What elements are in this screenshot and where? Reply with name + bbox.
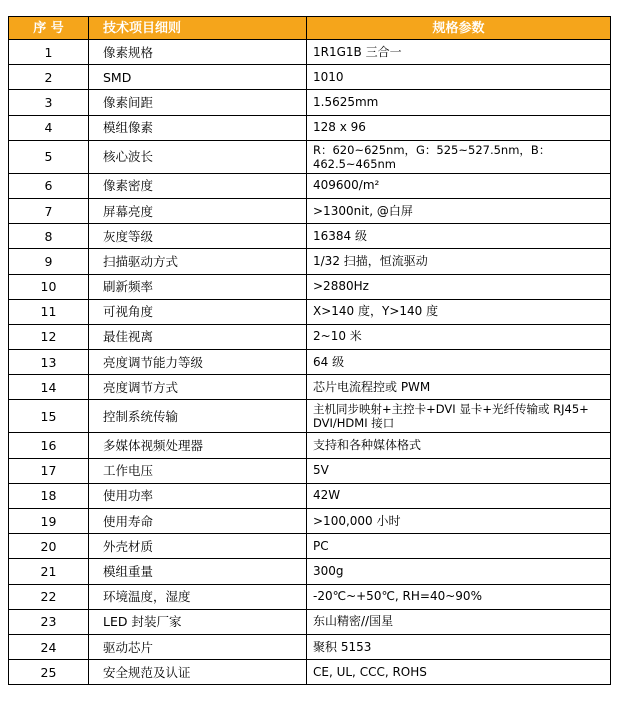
row-spec: 支持和各种媒体格式 [307,433,611,458]
table-row [9,634,611,659]
row-spec: CE, UL, CCC, ROHS [307,660,611,685]
row-item: 多媒体视频处理器 [89,433,307,458]
row-index: 12 [9,324,89,349]
row-spec: X>140 度，Y>140 度 [307,299,611,324]
row-item: 屏幕亮度 [89,198,307,223]
row-item: 像素间距 [89,90,307,115]
table-row [9,350,611,375]
table-row [9,224,611,249]
row-index: 17 [9,458,89,483]
table-row [9,274,611,299]
spec-table [8,16,611,685]
table-header [9,17,611,40]
row-item: SMD [89,65,307,90]
row-spec: >2880Hz [307,274,611,299]
table-row [9,584,611,609]
table-row [9,660,611,685]
row-spec: 42W [307,483,611,508]
row-spec: 64 级 [307,350,611,375]
row-index: 1 [9,40,89,65]
row-index: 23 [9,609,89,634]
row-index: 10 [9,274,89,299]
table-row [9,90,611,115]
row-item: 驱动芯片 [89,634,307,659]
row-index: 16 [9,433,89,458]
row-item: 像素密度 [89,173,307,198]
row-item: 刷新频率 [89,274,307,299]
row-index: 3 [9,90,89,115]
table-row [9,140,611,173]
row-spec: 1R1G1B 三合一 [307,40,611,65]
table-row [9,458,611,483]
row-index: 24 [9,634,89,659]
row-item: 工作电压 [89,458,307,483]
table-row [9,609,611,634]
row-spec: R：620~625nm，G：525~527.5nm，B：462.5~465nm [307,140,611,173]
row-item: 最佳视离 [89,324,307,349]
row-index: 19 [9,509,89,534]
row-index: 14 [9,375,89,400]
table-row [9,433,611,458]
row-spec: 东山精密//国星 [307,609,611,634]
table-row [9,173,611,198]
row-item: 外壳材质 [89,534,307,559]
row-index: 18 [9,483,89,508]
row-item: LED 封装厂家 [89,609,307,634]
row-spec: 1/32 扫描，恒流驱动 [307,249,611,274]
row-item: 扫描驱动方式 [89,249,307,274]
row-item: 环境温度，湿度 [89,584,307,609]
row-spec: >100,000 小时 [307,509,611,534]
row-index: 8 [9,224,89,249]
header-row [9,17,611,40]
row-item: 可视角度 [89,299,307,324]
row-index: 7 [9,198,89,223]
table-row [9,198,611,223]
row-index: 20 [9,534,89,559]
table-row [9,299,611,324]
row-item: 安全规范及认证 [89,660,307,685]
row-spec: 5V [307,458,611,483]
header-spec: 规格参数 [307,17,611,40]
row-item: 模组重量 [89,559,307,584]
row-index: 21 [9,559,89,584]
table-row [9,324,611,349]
table-row [9,400,611,433]
row-index: 6 [9,173,89,198]
row-item: 像素规格 [89,40,307,65]
row-index: 2 [9,65,89,90]
table-row [9,40,611,65]
row-spec: -20℃~+50℃, RH=40~90% [307,584,611,609]
row-spec: 1.5625mm [307,90,611,115]
table-row [9,65,611,90]
row-spec: 300g [307,559,611,584]
header-index: 序 号 [9,17,89,40]
table-row [9,375,611,400]
row-spec: 409600/m² [307,173,611,198]
row-spec: PC [307,534,611,559]
row-spec: 芯片电流程控或 PWM [307,375,611,400]
row-item: 亮度调节方式 [89,375,307,400]
row-index: 9 [9,249,89,274]
table-row [9,509,611,534]
row-index: 4 [9,115,89,140]
row-index: 25 [9,660,89,685]
table-row [9,249,611,274]
row-item: 控制系统传输 [89,400,307,433]
table-row [9,483,611,508]
row-index: 22 [9,584,89,609]
row-index: 11 [9,299,89,324]
table-row [9,534,611,559]
row-spec: >1300nit, @白屏 [307,198,611,223]
row-item: 核心波长 [89,140,307,173]
row-item: 亮度调节能力等级 [89,350,307,375]
row-item: 灰度等级 [89,224,307,249]
row-spec: 16384 级 [307,224,611,249]
row-index: 13 [9,350,89,375]
row-spec: 1010 [307,65,611,90]
table-row [9,559,611,584]
row-item: 使用寿命 [89,509,307,534]
table-body [9,40,611,685]
row-item: 使用功率 [89,483,307,508]
row-spec: 128 x 96 [307,115,611,140]
row-index: 5 [9,140,89,173]
table-row [9,115,611,140]
row-spec: 2~10 米 [307,324,611,349]
row-index: 15 [9,400,89,433]
row-item: 模组像素 [89,115,307,140]
header-item: 技术项目细则 [89,17,307,40]
row-spec: 聚积 5153 [307,634,611,659]
row-spec: 主机同步映射+主控卡+DVI 显卡+光纤传输或 RJ45+ DVI/HDMI 接口 [307,400,611,433]
